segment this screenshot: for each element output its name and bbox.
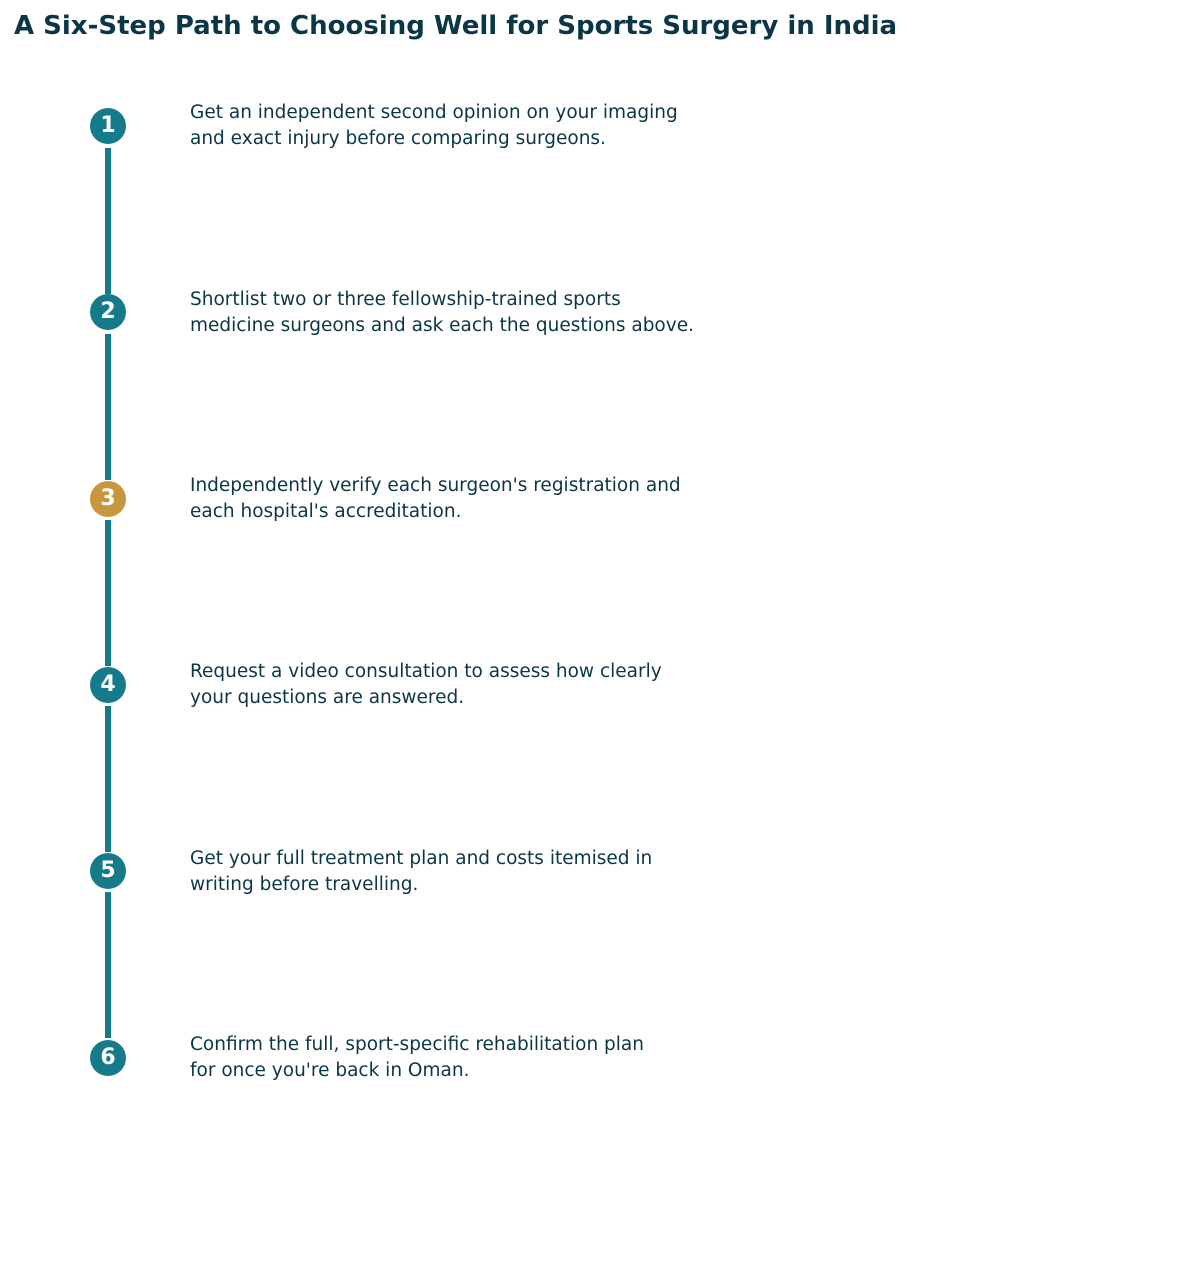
- step-marker-6: 6: [90, 1040, 126, 1076]
- step-text-5: Get your full treatment plan and costs itemised in writing before travelling.: [190, 848, 653, 895]
- step-text-6: Confirm the full, sport-specific rehabilitation plan for once you're back in Oman.: [190, 1034, 644, 1081]
- step-marker-1: 1: [90, 108, 126, 144]
- timeline-connector: [105, 706, 111, 852]
- step-marker-3: 3: [90, 481, 126, 517]
- page-title: A Six-Step Path to Choosing Well for Sports Surgery in India: [14, 11, 898, 41]
- step-text-3: Independently verify each surgeon's registration and each hospital's accreditation.: [190, 475, 681, 522]
- timeline-connector: [105, 148, 111, 294]
- step-marker-2: 2: [90, 294, 126, 330]
- step-marker-4: 4: [90, 667, 126, 703]
- timeline-connector: [105, 334, 111, 480]
- step-text-1: Get an independent second opinion on your imaging and exact injury before comparing surgeons.: [190, 102, 678, 149]
- timeline-connector: [105, 892, 111, 1038]
- step-text-2: Shortlist two or three fellowship-trained sports medicine surgeons and ask each the questions above.: [190, 289, 694, 336]
- step-text-4: Request a video consultation to assess how clearly your questions are answered.: [190, 661, 662, 708]
- timeline-connector: [105, 520, 111, 666]
- step-marker-5: 5: [90, 853, 126, 889]
